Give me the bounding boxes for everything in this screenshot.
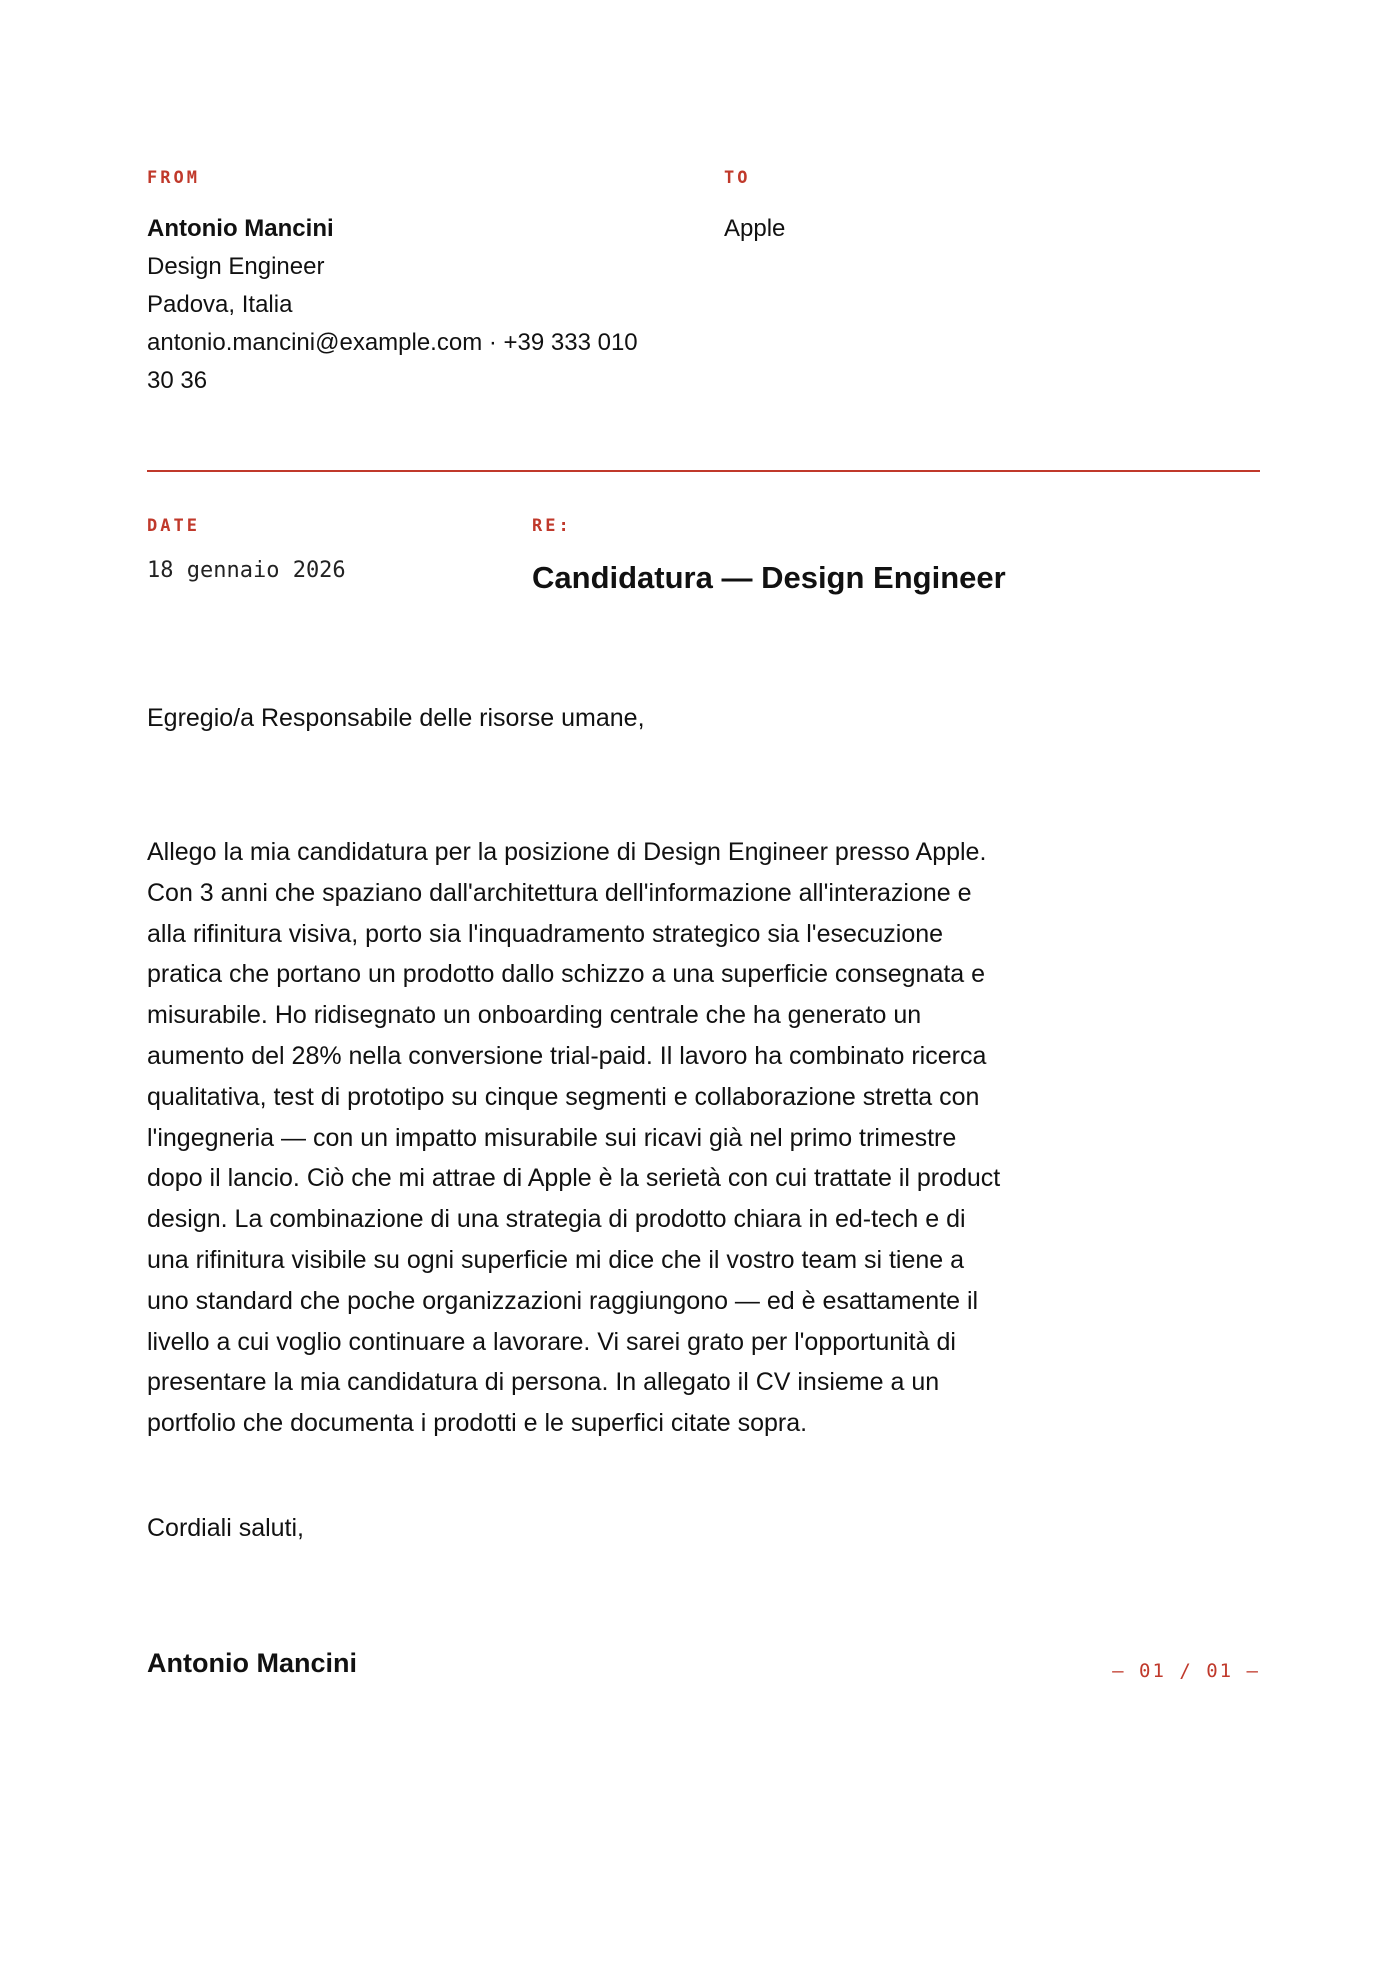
body-line: una rifinitura visibile su ogni superficie mi dice che il vostro team si tiene a — [147, 1245, 965, 1274]
body-line: Con 3 anni che spaziano dall'architettura dell'informazione all'interazione e — [147, 878, 972, 907]
body-line: l'ingegneria — con un impatto misurabile sui ricavi già nel primo trimestre — [147, 1123, 957, 1152]
recipient-block — [724, 210, 1124, 248]
date-value: 18 gennaio 2026 — [147, 558, 346, 583]
body-line: aumento del 28% nella conversione trial-paid. Il lavoro ha combinato ricerca — [147, 1041, 987, 1070]
sender-title: Design Engineer — [147, 253, 325, 280]
letter-body — [147, 832, 1067, 1444]
recipient-company: Apple — [724, 215, 786, 242]
date-label: DATE — [147, 516, 200, 536]
body-line: uno standard che poche organizzazioni raggiungono — ed è esattamente il — [147, 1286, 979, 1315]
body-line: alla rifinitura visiva, porto sia l'inquadramento strategico sia l'esecuzione — [147, 919, 944, 948]
subject-title: Candidatura — Design Engineer — [532, 560, 1006, 595]
re-label: RE: — [532, 516, 572, 536]
sender-block — [147, 210, 687, 400]
signature-name: Antonio Mancini — [147, 1648, 357, 1678]
body-line: Allego la mia candidatura per la posizione di Design Engineer presso Apple. — [147, 838, 987, 866]
sender-name: Antonio Mancini — [147, 215, 334, 242]
closing: Cordiali saluti, — [147, 1514, 305, 1542]
page-number: — 01 / 01 — — [1112, 1660, 1260, 1682]
body-line: livello a cui voglio continuare a lavorare. Vi sarei grato per l'opportunità di — [147, 1327, 956, 1356]
body-line: presentare la mia candidatura di persona. In allegato il CV insieme a un — [147, 1368, 940, 1397]
header-divider — [147, 470, 1260, 472]
to-label: TO — [724, 168, 751, 188]
body-line: misurabile. Ho ridisegnato un onboarding centrale che ha generato un — [147, 1001, 922, 1030]
body-line: pratica che portano un prodotto dallo schizzo a una superficie consegnata e — [147, 960, 986, 989]
body-line: dopo il lancio. Ciò che mi attrae di Apple è la serietà con cui trattate il product — [147, 1164, 1001, 1193]
from-label: FROM — [147, 168, 200, 188]
sender-contact-line-1: antonio.mancini@example.com · +39 333 010 — [147, 329, 638, 356]
body-line: design. La combinazione di una strategia di prodotto chiara in ed-tech e di — [147, 1205, 966, 1234]
body-line: qualitativa, test di prototipo su cinque segmenti e collaborazione stretta con — [147, 1082, 980, 1111]
salutation: Egregio/a Responsabile delle risorse umane, — [147, 704, 645, 732]
sender-contact-line-2: 30 36 — [147, 367, 208, 394]
body-line: portfolio che documenta i prodotti e le superfici citate sopra. — [147, 1409, 808, 1438]
sender-location: Padova, Italia — [147, 291, 293, 318]
